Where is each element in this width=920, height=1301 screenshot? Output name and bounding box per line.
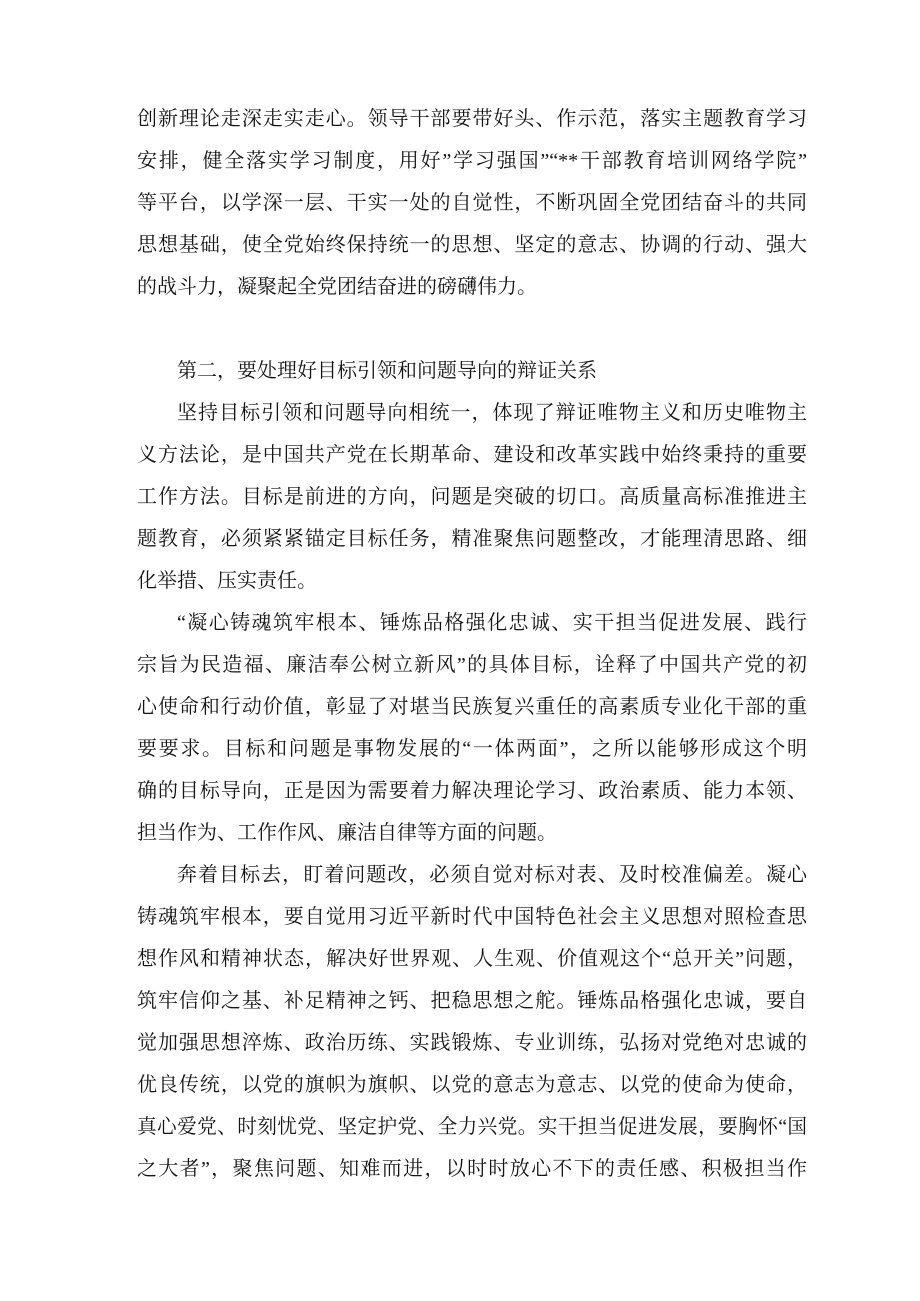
- text-line: 真心爱党、时刻忧党、坚定护党、全力兴党。实干担当促进发展，要胸怀“国: [137, 1116, 807, 1138]
- text-line: 奔着目标去，盯着问题改，必须自觉对标对表、及时校准偏差。凝心: [177, 864, 807, 886]
- text-line: 要要求。目标和问题是事物发展的“一体两面”，之所以能够形成这个明: [137, 738, 807, 760]
- text-line: 工作方法。目标是前进的方向，问题是突破的切口。高质量高标准推进主: [137, 486, 807, 508]
- blank-line: [137, 308, 807, 350]
- text-line: 优良传统，以党的旗帜为旗帜、以党的意志为意志、以党的使命为使命，: [137, 1074, 807, 1096]
- paragraph-implementation: [137, 854, 807, 1190]
- text-line: 心使命和行动价值，彰显了对堪当民族复兴重任的高素质专业化干部的重: [137, 696, 807, 718]
- text-line: 的战斗力，凝聚起全党团结奋进的磅礴伟力。: [137, 276, 537, 298]
- section-heading: [137, 350, 807, 392]
- text-line: 想作风和精神状态，解决好世界观、人生观、价值观这个“总开关”问题，: [137, 948, 807, 970]
- text-line: 担当作为、工作作风、廉洁自律等方面的问题。: [137, 822, 557, 844]
- text-line: 坚持目标引领和问题导向相统一，体现了辩证唯物主义和历史唯物主: [177, 402, 807, 424]
- text-line: 题教育，必须紧紧锚定目标任务，精准聚焦问题整改，才能理清思路、细: [137, 528, 807, 550]
- text-line: 等平台，以学深一层、干实一处的自觉性，不断巩固全党团结奋斗的共同: [137, 192, 807, 214]
- paragraph-dialectics: [137, 392, 807, 602]
- text-line: 义方法论，是中国共产党在长期革命、建设和改革实践中始终秉持的重要: [137, 444, 807, 466]
- paragraph-continuation: [137, 98, 807, 308]
- heading-line: 第二，要处理好目标引领和问题导向的辩证关系: [177, 360, 597, 382]
- text-line: 觉加强思想淬炼、政治历练、实践锻炼、专业训练，弘扬对党绝对忠诚的: [137, 1032, 807, 1054]
- text-line: 筑牢信仰之基、补足精神之钙、把稳思想之舵。锤炼品格强化忠诚，要自: [137, 990, 807, 1012]
- text-line: 安排，健全落实学习制度，用好”学习强国”“**干部教育培训网络学院”: [137, 150, 807, 172]
- text-line: 确的目标导向，正是因为需要着力解决理论学习、政治素质、能力本领、: [137, 780, 807, 802]
- text-line: 宗旨为民造福、廉洁奉公树立新风”的具体目标，诠释了中国共产党的初: [137, 654, 807, 676]
- text-line: “凝心铸魂筑牢根本、锤炼品格强化忠诚、实干担当促进发展、践行: [177, 612, 807, 634]
- text-line: 创新理论走深走实走心。领导干部要带好头、作示范，落实主题教育学习: [137, 108, 807, 130]
- text-line: 之大者”，聚焦问题、知难而进，以时时放心不下的责任感、积极担当作: [137, 1158, 807, 1180]
- text-line: 思想基础，使全党始终保持统一的思想、坚定的意志、协调的行动、强大: [137, 234, 807, 256]
- document-body: [137, 98, 807, 1190]
- text-line: 化举措、压实责任。: [137, 570, 317, 592]
- text-line: 铸魂筑牢根本，要自觉用习近平新时代中国特色社会主义思想对照检查思: [137, 906, 807, 928]
- paragraph-goals: [137, 602, 807, 854]
